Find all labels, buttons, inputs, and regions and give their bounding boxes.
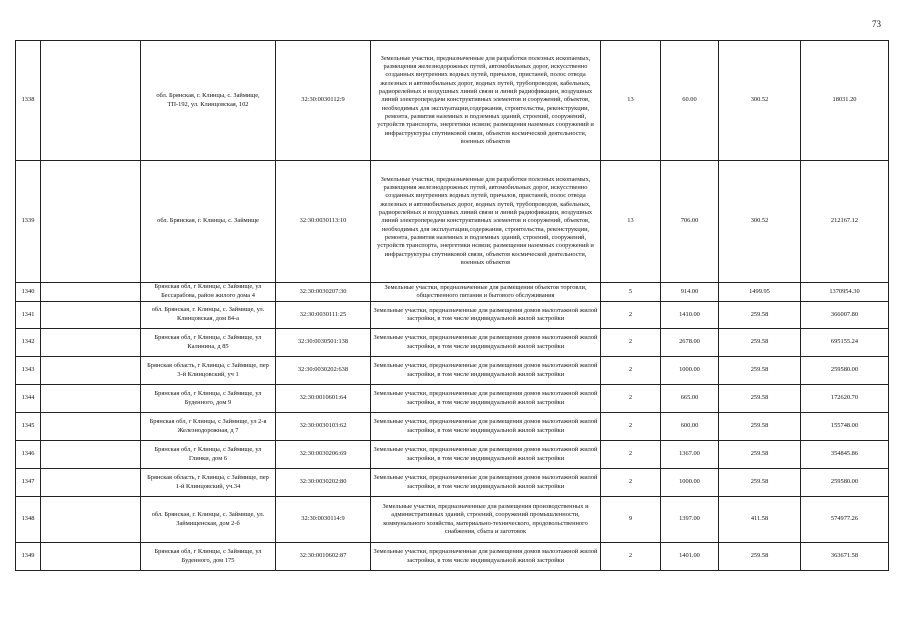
- row-id: 1342: [16, 329, 41, 357]
- row-cadastral-number: 32:30:0030114:9: [276, 497, 371, 543]
- row-id: 1339: [16, 161, 41, 283]
- row-area: 600.00: [661, 413, 719, 441]
- row-value: 259580.00: [801, 469, 889, 497]
- row-land-use: Земельные участки, предназначенные для разработки полезных ископаемых, размещения железнодорожных путей, автомобильных дорог, искусственно созданных внутренних водных путей, причалов, пристаней, полос отвода железных и автомобильных дорог, водных путей, трубопроводов, кабельных, радиорелейных и воздушных линий связи и линий радиофикации, воздушных линий электропередачи конструктивных элементов и сооружений, объектов, необходимых для эксплуатации,содержания, строительства, реконструкции, ремонта, развития наземных и подземных зданий, строений, сооружений, устройств транспорта, энергетики нсвязи; размещения наземных сооружений и инфраструктуры спутниковой связи, объектов космической деятельности, военных объектов: [371, 41, 601, 161]
- row-cadastral-number: 32:30:0030202:638: [276, 357, 371, 385]
- row-area: 914.00: [661, 283, 719, 302]
- row-area: 1000.00: [661, 469, 719, 497]
- blank-cell: [41, 283, 141, 302]
- table-row: [16, 413, 889, 441]
- row-value: 574977.26: [801, 497, 889, 543]
- table-row: [16, 41, 889, 161]
- row-value: 363671.58: [801, 543, 889, 571]
- row-id: 1346: [16, 441, 41, 469]
- registry-body: [16, 41, 889, 571]
- row-rate: 259.58: [719, 385, 801, 413]
- row-group: 13: [601, 41, 661, 161]
- row-land-use: Земельные участки, предназначенные для размещения объектов торговли, общественного питания и бытового обслуживания: [371, 283, 601, 302]
- row-group: 2: [601, 469, 661, 497]
- row-area: 1410.00: [661, 302, 719, 329]
- row-rate: 259.58: [719, 543, 801, 571]
- row-value: 155748.00: [801, 413, 889, 441]
- row-land-use: Земельные участки, предназначенные для размещения домов малоэтажной жилой застройки, в том числе индивидуальной жилой застройки: [371, 469, 601, 497]
- row-land-use: Земельные участки, предназначенные для разработки полезных ископаемых, размещения железнодорожных путей, автомобильных дорог, искусственно созданных внутренних водных путей, причалов, пристаней, полос отвода железных и автомобильных дорог, водных путей, трубопроводов, кабельных, радиорелейных и воздушных линий связи и линий радиофикации, воздушных линий электропередачи конструктивных элементов и сооружений, объектов, необходимых для эксплуатации,содержания, строительства, реконструкции, ремонта, развития наземных и подземных зданий, строений, сооружений, устройств транспорта, энергетики нсвязи; размещения наземных сооружений и инфраструктуры спутниковой связи, объектов космической деятельности, военных объектов: [371, 161, 601, 283]
- row-cadastral-number: 32:30:0030501:138: [276, 329, 371, 357]
- row-cadastral-number: 32:30:0010602:87: [276, 543, 371, 571]
- row-area: 60.00: [661, 41, 719, 161]
- row-value: 1370954.30: [801, 283, 889, 302]
- row-address: Брянская обл, г Клинцы, с Займище, ул Буденного, дом 175: [141, 543, 276, 571]
- row-id: 1338: [16, 41, 41, 161]
- row-value: 366007.80: [801, 302, 889, 329]
- row-area: 665.00: [661, 385, 719, 413]
- row-group: 13: [601, 161, 661, 283]
- row-area: 1000.00: [661, 357, 719, 385]
- row-land-use: Земельные участки, предназначенные для размещения домов малоэтажной жилой застройки, в том числе индивидуальной жилой застройки: [371, 385, 601, 413]
- table-row: [16, 302, 889, 329]
- row-rate: 300.52: [719, 161, 801, 283]
- table-row: [16, 283, 889, 302]
- blank-cell: [41, 41, 141, 161]
- row-value: 172620.70: [801, 385, 889, 413]
- row-address: Брянская обл, г Клинцы, с Займище, ул Калинина, д 85: [141, 329, 276, 357]
- row-cadastral-number: 32:30:0030207:30: [276, 283, 371, 302]
- row-value: 354845.86: [801, 441, 889, 469]
- row-area: 1367.00: [661, 441, 719, 469]
- row-address: Брянская область, г Клинцы, с Займище, пер 1-й Клинцовский, уч.34: [141, 469, 276, 497]
- blank-cell: [41, 329, 141, 357]
- row-area: 1397.00: [661, 497, 719, 543]
- blank-cell: [41, 161, 141, 283]
- row-value: 212167.12: [801, 161, 889, 283]
- row-rate: 1499.95: [719, 283, 801, 302]
- row-address: Брянская обл, г Клинцы, с Займище, ул Глинки, дом 6: [141, 441, 276, 469]
- row-land-use: Земельные участки, предназначенные для размещения домов малоэтажной жилой застройки, в том числе индивидуальной жилой застройки: [371, 413, 601, 441]
- row-land-use: Земельные участки, предназначенные для размещения домов малоэтажной жилой застройки, в том числе индивидуальной жилой застройки: [371, 543, 601, 571]
- row-group: 2: [601, 441, 661, 469]
- row-area: 706.00: [661, 161, 719, 283]
- row-id: 1347: [16, 469, 41, 497]
- blank-cell: [41, 497, 141, 543]
- table-row: [16, 329, 889, 357]
- row-land-use: Земельные участки, предназначенные для размещения домов малоэтажной жилой застройки, в том числе индивидуальной жилой застройки: [371, 329, 601, 357]
- row-rate: 259.58: [719, 357, 801, 385]
- row-cadastral-number: 32:30:0030103:62: [276, 413, 371, 441]
- row-address: обл. Брянская, г. Клинцы, с. Займище, ул. Займищенская, дом 2-б: [141, 497, 276, 543]
- row-address: Брянская обл, г Клинцы, с Займище, ул Бессарабова, район жилого дома 4: [141, 283, 276, 302]
- row-rate: 259.58: [719, 441, 801, 469]
- row-id: 1345: [16, 413, 41, 441]
- table-row: [16, 543, 889, 571]
- row-id: 1340: [16, 283, 41, 302]
- row-land-use: Земельные участки, предназначенные для размещения производственных и административных зданий, строений, сооружений промышленности, коммунального хозяйства, материально-технического, продовольственного снабжения, сбыта и заготовок: [371, 497, 601, 543]
- row-cadastral-number: 32:30:0030113:10: [276, 161, 371, 283]
- blank-cell: [41, 543, 141, 571]
- row-rate: 259.58: [719, 329, 801, 357]
- row-group: 2: [601, 385, 661, 413]
- row-id: 1341: [16, 302, 41, 329]
- row-group: 2: [601, 302, 661, 329]
- row-value: 695155.24: [801, 329, 889, 357]
- table-row: [16, 469, 889, 497]
- row-rate: 259.58: [719, 469, 801, 497]
- blank-cell: [41, 302, 141, 329]
- row-cadastral-number: 32:30:0030112:9: [276, 41, 371, 161]
- row-id: 1349: [16, 543, 41, 571]
- row-address: обл. Брянская, г. Клинцы, с. Займище, ул. Клинцовская, дом 84-а: [141, 302, 276, 329]
- row-id: 1343: [16, 357, 41, 385]
- row-group: 2: [601, 357, 661, 385]
- table-row: [16, 441, 889, 469]
- row-address: Брянская область, г Клинцы, с Займище, пер 3-й Клинцовский, уч 1: [141, 357, 276, 385]
- row-group: 2: [601, 329, 661, 357]
- row-land-use: Земельные участки, предназначенные для размещения домов малоэтажной жилой застройки, в том числе индивидуальной жилой застройки: [371, 441, 601, 469]
- row-group: 2: [601, 543, 661, 571]
- row-rate: 300.52: [719, 41, 801, 161]
- blank-cell: [41, 357, 141, 385]
- table-row: [16, 161, 889, 283]
- table-row: [16, 357, 889, 385]
- row-address: обл. Брянская, г. Клинцы, с. Займище, ТП-192, ул. Клинцовская, 102: [141, 41, 276, 161]
- row-group: 9: [601, 497, 661, 543]
- row-rate: 411.58: [719, 497, 801, 543]
- row-address: Брянская обл, г Клинцы, с Займище, ул Буденного, дом 9: [141, 385, 276, 413]
- page-number: 73: [872, 19, 881, 29]
- blank-cell: [41, 385, 141, 413]
- row-cadastral-number: 32:30:0030202:80: [276, 469, 371, 497]
- row-area: 1401.00: [661, 543, 719, 571]
- land-registry-table: [15, 40, 889, 571]
- row-id: 1344: [16, 385, 41, 413]
- blank-cell: [41, 441, 141, 469]
- table-row: [16, 497, 889, 543]
- row-cadastral-number: 32:30:0010601:64: [276, 385, 371, 413]
- row-land-use: Земельные участки, предназначенные для размещения домов малоэтажной жилой застройки, в том числе индивидуальной жилой застройки: [371, 357, 601, 385]
- row-id: 1348: [16, 497, 41, 543]
- row-land-use: Земельные участки, предназначенные для размещения домов малоэтажной жилой застройки, в том числе индивидуальной жилой застройки: [371, 302, 601, 329]
- row-cadastral-number: 32:30:0030111:25: [276, 302, 371, 329]
- row-address: обл. Брянская, г. Клинцы, с. Займище: [141, 161, 276, 283]
- row-group: 5: [601, 283, 661, 302]
- table-row: [16, 385, 889, 413]
- row-group: 2: [601, 413, 661, 441]
- row-cadastral-number: 32:30:0030206:69: [276, 441, 371, 469]
- blank-cell: [41, 469, 141, 497]
- row-rate: 259.58: [719, 302, 801, 329]
- blank-cell: [41, 413, 141, 441]
- row-area: 2678.00: [661, 329, 719, 357]
- row-value: 259580.00: [801, 357, 889, 385]
- row-address: Брянская обл, г Клинцы, с Займище, ул 2-я Железнодорожная, д 7: [141, 413, 276, 441]
- row-rate: 259.58: [719, 413, 801, 441]
- row-value: 18031.20: [801, 41, 889, 161]
